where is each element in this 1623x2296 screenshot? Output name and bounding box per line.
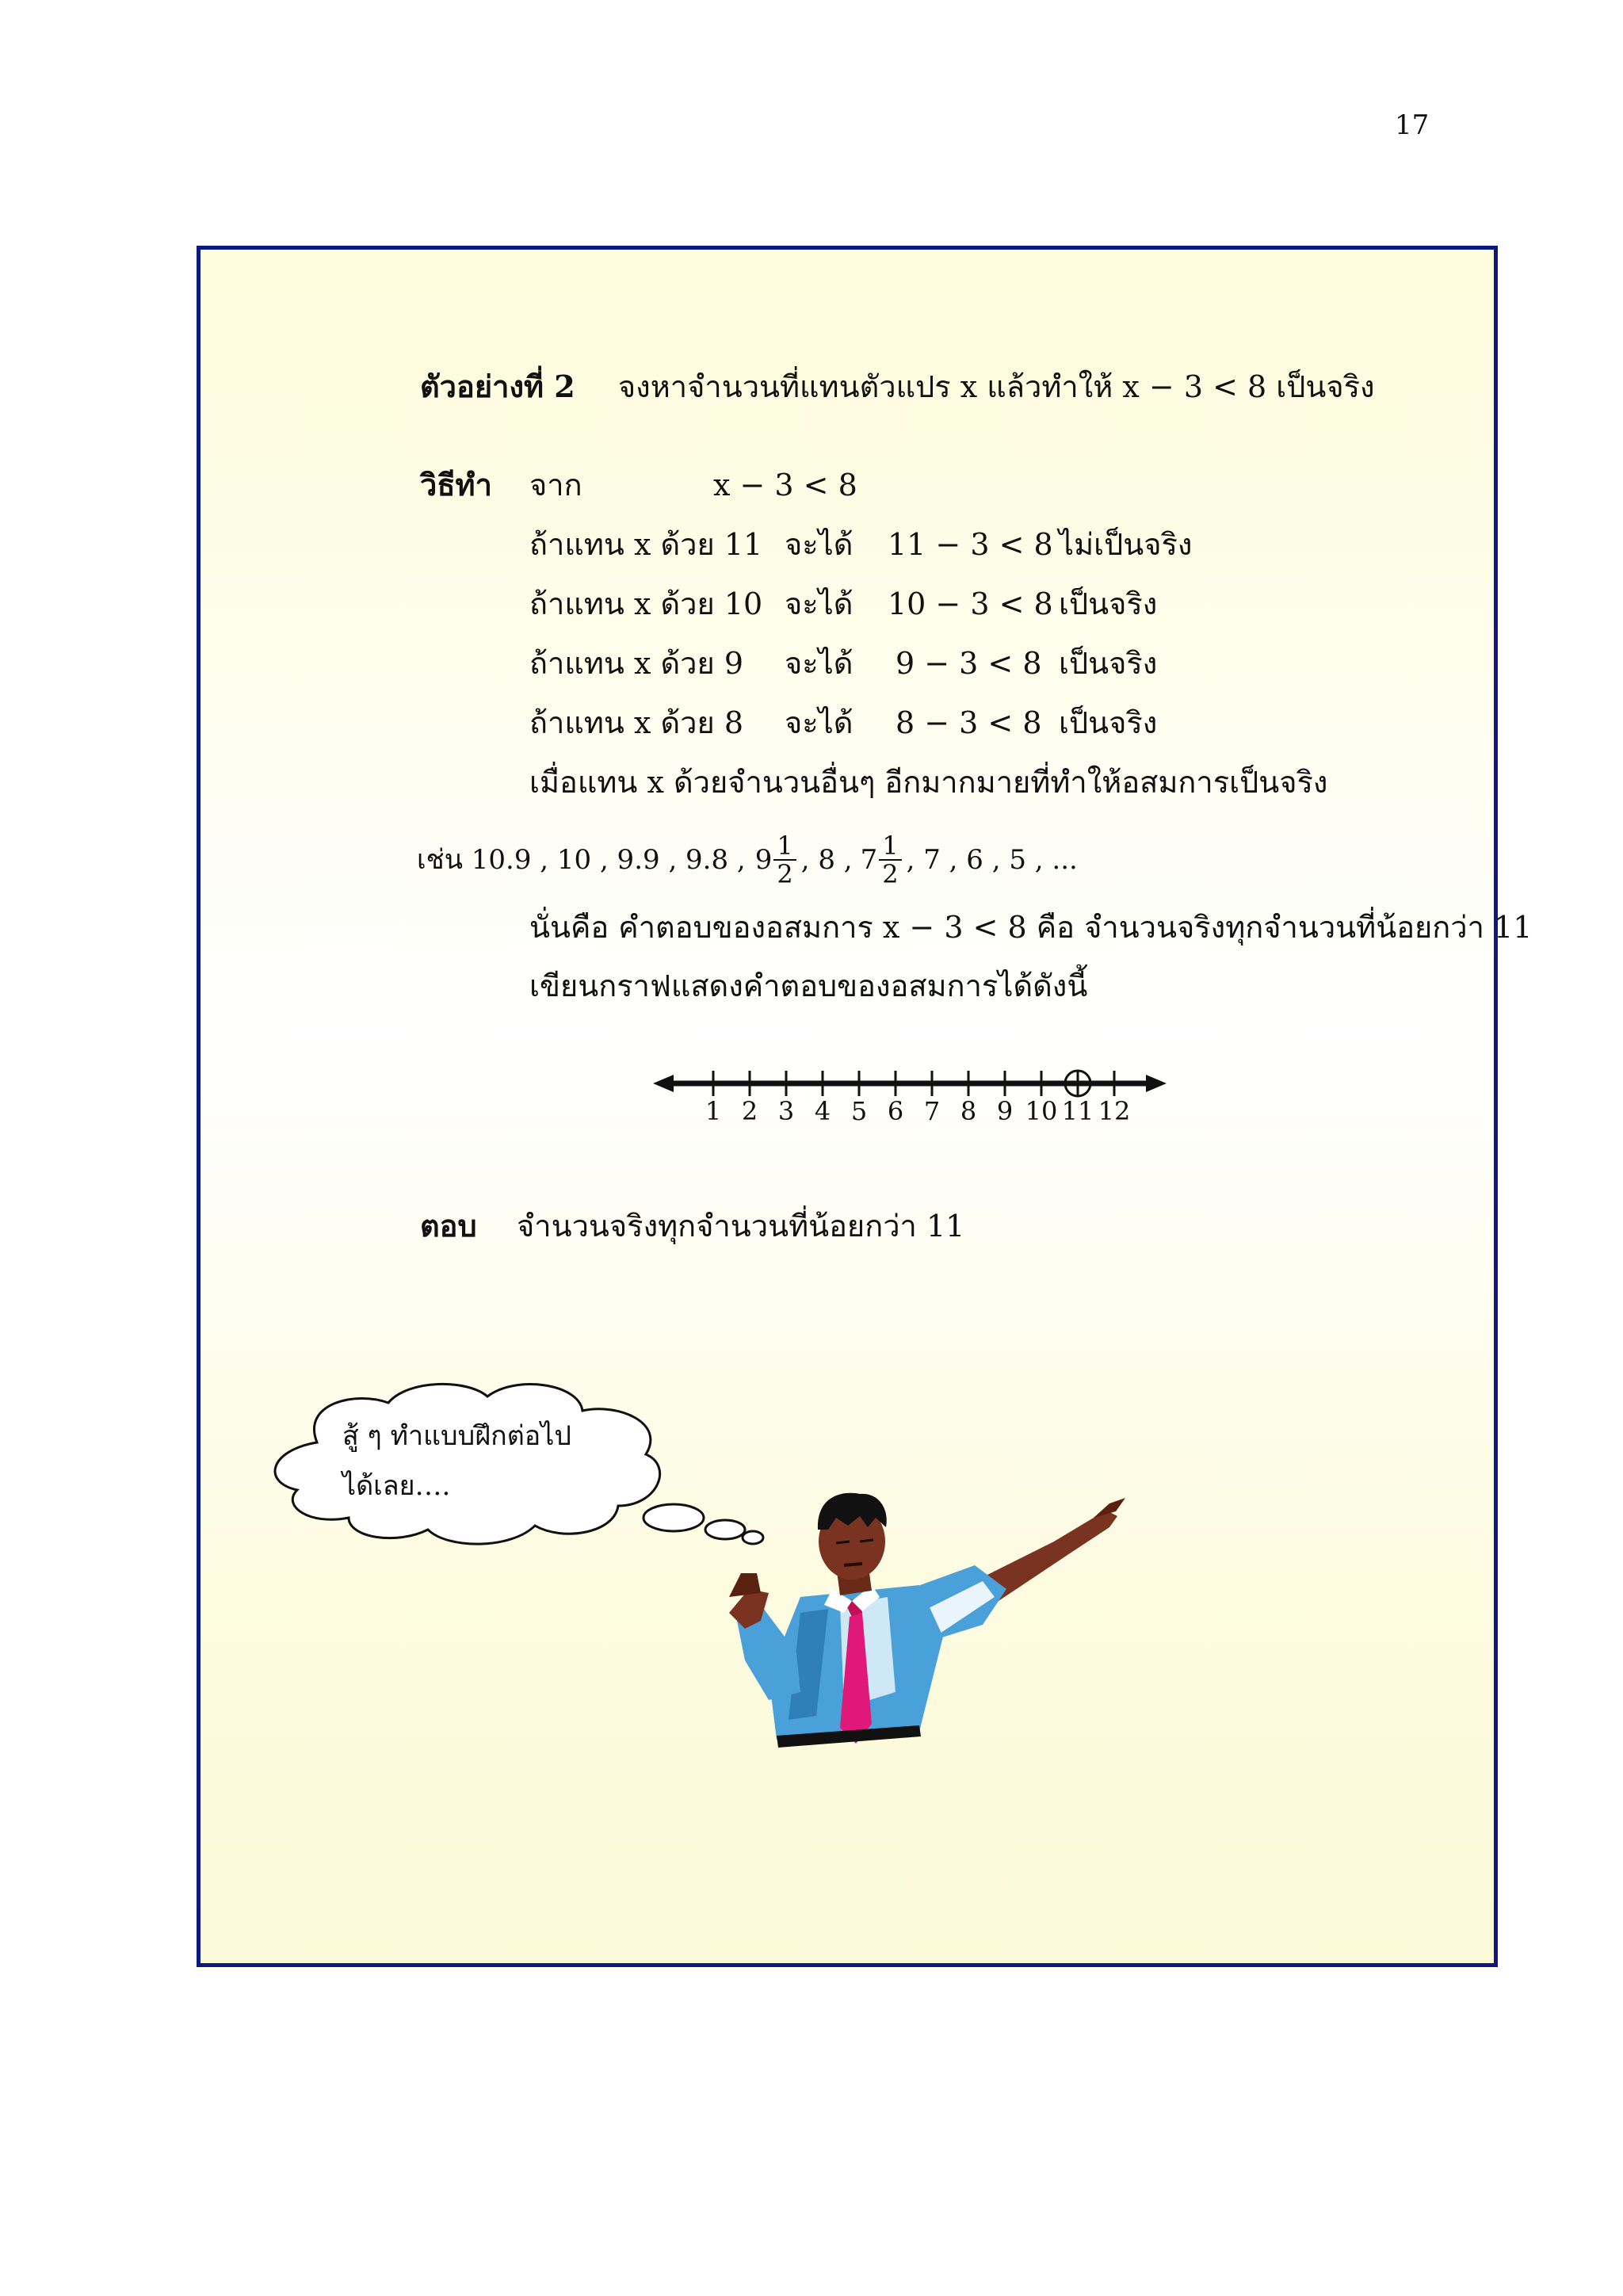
from-expression: x − 3 < 8: [713, 468, 857, 502]
mixed-number-whole: 7: [860, 844, 878, 876]
row-expression: 8 − 3 < 8: [896, 705, 1042, 740]
number-line-tick-label: 8: [960, 1096, 977, 1126]
fraction-denominator: 2: [777, 859, 793, 889]
conclusion-line: นั่นคือ คำตอบของอสมการ x − 3 < 8 คือ จำนวนจริงทุกจำนวนที่น้อยกว่า 11: [529, 910, 1533, 945]
fraction-numerator: 1: [879, 832, 901, 861]
row-result: ไม่เป็นจริง: [1059, 527, 1193, 562]
fraction: [773, 832, 796, 888]
examples-middle: , 8 ,: [800, 844, 853, 876]
row-gives: จะได้: [785, 586, 854, 621]
number-line-tick-label: 6: [887, 1096, 904, 1126]
number-line-tick-label: 10: [1025, 1096, 1058, 1126]
number-line-tick-label: 11: [1061, 1096, 1094, 1126]
bubble-line-2: ได้เลย….: [342, 1470, 451, 1502]
number-line-tick-label: 5: [850, 1096, 868, 1126]
answer-text: จำนวนจริงทุกจำนวนที่น้อยกว่า 11: [517, 1209, 965, 1244]
number-line-tick-label: 12: [1098, 1096, 1131, 1126]
right-arrow-icon: [1146, 1075, 1167, 1092]
row-substitute: ถ้าแทน x ด้วย 8: [529, 705, 743, 740]
number-line: [658, 1058, 1165, 1137]
example-heading: [420, 369, 1375, 404]
mixed-number-whole: 9: [754, 844, 773, 876]
example-label: ตัวอย่างที่ 2: [420, 369, 575, 404]
bubble-line-1: สู้ ๆ ทำแบบฝึกต่อไป: [342, 1420, 571, 1452]
graph-intro-line: เขียนกราฟแสดงคำตอบของอสมการได้ดังนี้: [529, 968, 1088, 1003]
number-line-tick-label: 9: [996, 1096, 1014, 1126]
row-substitute: ถ้าแทน x ด้วย 11: [529, 527, 763, 562]
method-label: วิธีทำ: [420, 467, 492, 502]
row-substitute: ถ้าแทน x ด้วย 10: [529, 586, 763, 621]
number-line-tick-label: 1: [705, 1096, 722, 1126]
row-substitute: ถ้าแทน x ด้วย 9: [529, 646, 743, 681]
examples-suffix: , 7 , 6 , 5 , ...: [906, 844, 1078, 876]
fraction: [879, 832, 901, 888]
row-expression: 10 − 3 < 8: [888, 586, 1053, 621]
fraction-numerator: 1: [773, 832, 796, 861]
number-line-tick-label: 3: [777, 1096, 795, 1126]
number-line-tick-label: 2: [741, 1096, 758, 1126]
answer-label: ตอบ: [420, 1208, 477, 1244]
row-expression: 9 − 3 < 8: [896, 646, 1042, 681]
from-word: จาก: [529, 468, 582, 502]
row-gives: จะได้: [785, 646, 854, 681]
fraction-denominator: 2: [882, 859, 899, 889]
more-values-line: เมื่อแทน x ด้วยจำนวนอื่นๆ อีกมากมายที่ทำให้อสมการเป็นจริง: [529, 765, 1328, 800]
example-problem: จงหาจำนวนที่แทนตัวแปร x แล้วทำให้ x − 3 < 8 เป็นจริง: [617, 369, 1375, 404]
pointing-man-icon: [682, 1454, 1125, 1787]
row-result: เป็นจริง: [1059, 586, 1158, 621]
row-expression: 11 − 3 < 8: [888, 527, 1053, 562]
row-result: เป็นจริง: [1059, 646, 1158, 681]
example-values-line: [417, 828, 1078, 892]
examples-prefix: เช่น 10.9 , 10 , 9.9 , 9.8 ,: [417, 844, 746, 876]
number-line-tick-label: 4: [814, 1096, 831, 1126]
thought-bubble: [262, 1379, 753, 1553]
page-number: 17: [1395, 109, 1430, 141]
row-gives: จะได้: [785, 527, 854, 562]
row-result: เป็นจริง: [1059, 705, 1158, 740]
number-line-tick-label: 7: [923, 1096, 941, 1126]
row-gives: จะได้: [785, 705, 854, 740]
